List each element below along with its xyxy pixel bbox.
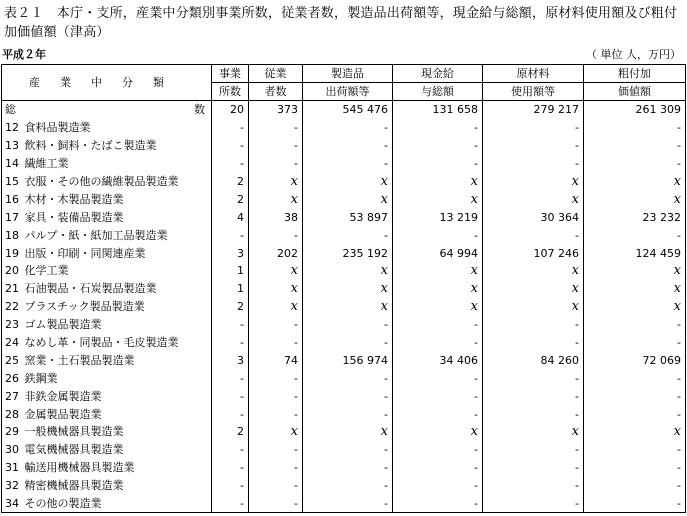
value-value-added: x xyxy=(584,423,686,441)
value-employees: - xyxy=(249,495,303,513)
value-employees: - xyxy=(249,369,303,387)
value-wages: - xyxy=(393,334,483,352)
value-value-added: - xyxy=(584,477,686,495)
value-value-added: - xyxy=(584,459,686,477)
value-shipments: - xyxy=(303,477,393,495)
table-row xyxy=(2,226,686,244)
header-employees: 従業 xyxy=(249,65,303,83)
value-establishments: - xyxy=(212,477,249,495)
industry-cell xyxy=(2,405,212,423)
value-shipments: - xyxy=(303,119,393,137)
value-wages: x xyxy=(393,262,483,280)
total-row xyxy=(2,101,686,119)
industry-cell xyxy=(2,208,212,226)
industry-name: 精密機械器具製造業 xyxy=(24,479,124,493)
industry-code: 19 xyxy=(5,246,19,260)
industry-cell xyxy=(2,137,212,155)
value-value-added: - xyxy=(584,369,686,387)
value-value-added: x xyxy=(584,262,686,280)
statistics-table xyxy=(1,64,686,513)
industry-name: パルプ・紙・紙加工品製造業 xyxy=(24,228,168,242)
industry-name: 石油製品・石炭製品製造業 xyxy=(24,282,157,296)
industry-name: 衣服・その他の繊維製品製造業 xyxy=(24,175,179,188)
value-employees: x xyxy=(249,190,303,208)
value-establishments: - xyxy=(212,155,249,173)
industry-name: 非鉄金属製造業 xyxy=(24,389,102,403)
unit-note: （ 単位 人，万円） xyxy=(586,48,681,61)
table-row xyxy=(2,173,686,191)
value-wages: - xyxy=(393,387,483,405)
value-establishments: - xyxy=(212,119,249,137)
industry-code: 29 xyxy=(5,425,19,439)
industry-cell xyxy=(2,459,212,477)
industry-name: 食料品製造業 xyxy=(24,121,91,135)
table-title: 表２１ 本庁・支所，産業中分類別事業所数，従業者数，製造品出荷額等，現金給与総額，原材料使用額及び粗付加価値額（津高） xyxy=(4,6,678,40)
value-establishments: - xyxy=(212,441,249,459)
table-row xyxy=(2,119,686,137)
value-establishments: 2 xyxy=(212,423,249,441)
header-establishments-line2: 所数 xyxy=(212,83,249,101)
industry-code: 16 xyxy=(5,192,19,206)
value-materials: - xyxy=(483,459,584,477)
value-shipments: 156 974 xyxy=(303,351,393,369)
industry-code: 27 xyxy=(5,389,19,403)
value-wages: - xyxy=(393,119,483,137)
value-employees: - xyxy=(249,459,303,477)
header-value-added-line2: 価値額 xyxy=(584,83,686,101)
value-employees: 202 xyxy=(249,244,303,262)
table-row xyxy=(2,477,686,495)
value-materials: 84 260 xyxy=(483,351,584,369)
industry-cell xyxy=(2,387,212,405)
value-shipments: - xyxy=(303,495,393,513)
industry-name: 繊維工業 xyxy=(24,157,69,171)
value-materials: - xyxy=(483,495,584,513)
value-materials: - xyxy=(483,369,584,387)
value-shipments: - xyxy=(303,405,393,423)
value-wages: x xyxy=(393,280,483,298)
value-shipments: - xyxy=(303,137,393,155)
value-wages: - xyxy=(393,477,483,495)
value-employees: - xyxy=(249,119,303,137)
value-employees: - xyxy=(249,441,303,459)
value-employees: - xyxy=(249,334,303,352)
value-materials: x xyxy=(483,262,584,280)
table-body xyxy=(2,101,686,513)
value-value-added: - xyxy=(584,334,686,352)
industry-cell xyxy=(2,495,212,513)
industry-name: 家具・装備品製造業 xyxy=(24,210,124,224)
total-employees: 373 xyxy=(249,101,303,119)
value-materials: x xyxy=(483,298,584,316)
value-shipments: - xyxy=(303,334,393,352)
industry-name: その他の製造業 xyxy=(24,497,102,511)
table-row xyxy=(2,155,686,173)
value-value-added: - xyxy=(584,316,686,334)
value-value-added: 23 232 xyxy=(584,208,686,226)
value-shipments: - xyxy=(303,155,393,173)
value-employees: - xyxy=(249,387,303,405)
value-wages: - xyxy=(393,137,483,155)
value-wages: - xyxy=(393,155,483,173)
industry-code: 30 xyxy=(5,443,19,457)
total-label-char-1: 総 xyxy=(5,103,16,117)
value-value-added: x xyxy=(584,280,686,298)
value-establishments: 1 xyxy=(212,280,249,298)
value-value-added: - xyxy=(584,387,686,405)
table-row xyxy=(2,423,686,441)
industry-cell xyxy=(2,351,212,369)
industry-cell xyxy=(2,423,212,441)
industry-name: 化学工業 xyxy=(24,264,69,278)
industry-cell xyxy=(2,280,212,298)
industry-code: 13 xyxy=(5,139,19,153)
industry-cell xyxy=(2,155,212,173)
value-establishments: 4 xyxy=(212,208,249,226)
value-employees: - xyxy=(249,226,303,244)
value-materials: - xyxy=(483,334,584,352)
industry-code: 24 xyxy=(5,336,19,350)
header-materials-line2: 使用額等 xyxy=(483,83,584,101)
value-materials: - xyxy=(483,226,584,244)
table-row xyxy=(2,369,686,387)
value-shipments: x xyxy=(303,298,393,316)
value-shipments: x xyxy=(303,262,393,280)
header-materials: 原材料 xyxy=(483,65,584,83)
industry-code: 17 xyxy=(5,210,19,224)
value-materials: - xyxy=(483,119,584,137)
value-employees: x xyxy=(249,173,303,191)
table-row xyxy=(2,387,686,405)
value-employees: - xyxy=(249,405,303,423)
value-wages: x xyxy=(393,298,483,316)
value-establishments: 3 xyxy=(212,244,249,262)
industry-code: 14 xyxy=(5,157,19,171)
industry-name: プラスチック製品製造業 xyxy=(24,300,145,314)
value-shipments: x xyxy=(303,423,393,441)
value-materials: x xyxy=(483,280,584,298)
table-row xyxy=(2,298,686,316)
table-row xyxy=(2,459,686,477)
header-shipments: 製造品 xyxy=(303,65,393,83)
industry-code: 26 xyxy=(5,371,19,385)
value-value-added: - xyxy=(584,226,686,244)
value-employees: 74 xyxy=(249,351,303,369)
header-establishments: 事業 xyxy=(212,65,249,83)
value-value-added: 72 069 xyxy=(584,351,686,369)
value-employees: - xyxy=(249,316,303,334)
value-value-added: x xyxy=(584,298,686,316)
value-establishments: 2 xyxy=(212,298,249,316)
value-shipments: x xyxy=(303,173,393,191)
value-establishments: - xyxy=(212,137,249,155)
value-value-added: - xyxy=(584,155,686,173)
table-row xyxy=(2,244,686,262)
industry-cell xyxy=(2,119,212,137)
value-shipments: - xyxy=(303,369,393,387)
total-establishments: 20 xyxy=(212,101,249,119)
industry-cell xyxy=(2,298,212,316)
industry-cell xyxy=(2,262,212,280)
industry-code: 21 xyxy=(5,282,19,296)
value-establishments: - xyxy=(212,369,249,387)
industry-code: 12 xyxy=(5,121,19,135)
industry-cell xyxy=(2,334,212,352)
value-materials: - xyxy=(483,477,584,495)
industry-cell xyxy=(2,369,212,387)
industry-code: 22 xyxy=(5,300,19,314)
value-wages: 34 406 xyxy=(393,351,483,369)
table-row xyxy=(2,351,686,369)
value-establishments: - xyxy=(212,405,249,423)
value-employees: - xyxy=(249,155,303,173)
industry-code: 23 xyxy=(5,318,19,332)
industry-name: ゴム製品製造業 xyxy=(24,318,102,332)
value-materials: - xyxy=(483,441,584,459)
value-employees: x xyxy=(249,423,303,441)
value-materials: - xyxy=(483,155,584,173)
value-employees: - xyxy=(249,137,303,155)
table-row xyxy=(2,441,686,459)
industry-code: 32 xyxy=(5,479,19,493)
value-wages: x xyxy=(393,423,483,441)
value-materials: - xyxy=(483,137,584,155)
value-establishments: - xyxy=(212,495,249,513)
era-label: 平成２年 xyxy=(2,48,46,61)
industry-name: 飲料・飼料・たばこ製造業 xyxy=(24,139,157,153)
industry-name: 金属製品製造業 xyxy=(24,407,102,421)
table-row xyxy=(2,405,686,423)
value-value-added: - xyxy=(584,405,686,423)
value-value-added: - xyxy=(584,119,686,137)
industry-code: 15 xyxy=(5,175,19,188)
value-establishments: - xyxy=(212,316,249,334)
value-materials: 107 246 xyxy=(483,244,584,262)
value-shipments: - xyxy=(303,316,393,334)
header-value-added: 粗付加 xyxy=(584,65,686,83)
value-establishments: 3 xyxy=(212,351,249,369)
value-establishments: 1 xyxy=(212,262,249,280)
industry-name: なめし革・同製品・毛皮製造業 xyxy=(24,336,179,350)
industry-code: 34 xyxy=(5,497,19,511)
value-establishments: 2 xyxy=(212,173,249,191)
industry-cell xyxy=(2,226,212,244)
header-employees-line2: 者数 xyxy=(249,83,303,101)
industry-code: 31 xyxy=(5,461,19,475)
industry-code: 20 xyxy=(5,264,19,278)
table-row xyxy=(2,316,686,334)
value-wages: - xyxy=(393,495,483,513)
value-value-added: - xyxy=(584,137,686,155)
value-shipments: x xyxy=(303,190,393,208)
table-header xyxy=(2,65,686,101)
total-wages: 131 658 xyxy=(393,101,483,119)
value-establishments: 2 xyxy=(212,190,249,208)
value-shipments: 53 897 xyxy=(303,208,393,226)
value-employees: - xyxy=(249,477,303,495)
industry-name: 電気機械器具製造業 xyxy=(24,443,124,457)
value-shipments: 235 192 xyxy=(303,244,393,262)
total-label xyxy=(2,101,212,119)
value-employees: x xyxy=(249,262,303,280)
value-value-added: - xyxy=(584,441,686,459)
industry-name: 出版・印刷・同関連産業 xyxy=(24,246,146,260)
total-shipments: 545 476 xyxy=(303,101,393,119)
industry-cell xyxy=(2,190,212,208)
industry-cell xyxy=(2,316,212,334)
table-row xyxy=(2,137,686,155)
value-shipments: x xyxy=(303,280,393,298)
value-materials: x xyxy=(483,423,584,441)
value-shipments: - xyxy=(303,387,393,405)
value-materials: - xyxy=(483,316,584,334)
value-value-added: x xyxy=(584,190,686,208)
value-employees: 38 xyxy=(249,208,303,226)
value-employees: x xyxy=(249,280,303,298)
industry-code: 28 xyxy=(5,407,19,421)
header-wages-line2: 与総額 xyxy=(393,83,483,101)
total-label-char-2: 数 xyxy=(194,103,205,117)
value-materials: x xyxy=(483,190,584,208)
value-wages: - xyxy=(393,405,483,423)
value-wages: - xyxy=(393,316,483,334)
value-wages: - xyxy=(393,226,483,244)
industry-cell xyxy=(2,441,212,459)
table-row xyxy=(2,280,686,298)
value-wages: - xyxy=(393,459,483,477)
value-establishments: - xyxy=(212,334,249,352)
industry-name: 鉄鋼業 xyxy=(24,371,58,385)
table-row xyxy=(2,334,686,352)
value-establishments: - xyxy=(212,226,249,244)
table-row xyxy=(2,190,686,208)
table-row xyxy=(2,262,686,280)
value-materials: - xyxy=(483,405,584,423)
header-category: 産業中分類 xyxy=(2,65,212,101)
value-materials: x xyxy=(483,173,584,191)
total-materials: 279 217 xyxy=(483,101,584,119)
industry-cell xyxy=(2,244,212,262)
total-value-added: 261 309 xyxy=(584,101,686,119)
value-value-added: 124 459 xyxy=(584,244,686,262)
value-wages: x xyxy=(393,190,483,208)
industry-cell xyxy=(2,477,212,495)
value-wages: x xyxy=(393,173,483,191)
value-value-added: x xyxy=(584,173,686,191)
industry-code: 25 xyxy=(5,353,19,367)
industry-name: 木材・木製品製造業 xyxy=(24,192,124,206)
industry-name: 窯業・土石製品製造業 xyxy=(24,353,135,367)
header-shipments-line2: 出荷額等 xyxy=(303,83,393,101)
table-row xyxy=(2,495,686,513)
value-wages: 13 219 xyxy=(393,208,483,226)
value-wages: 64 994 xyxy=(393,244,483,262)
industry-cell xyxy=(2,173,212,191)
industry-name: 輸送用機械器具製造業 xyxy=(24,461,135,475)
value-materials: - xyxy=(483,387,584,405)
value-establishments: - xyxy=(212,459,249,477)
value-value-added: - xyxy=(584,495,686,513)
value-employees: x xyxy=(249,298,303,316)
industry-name: 一般機械器具製造業 xyxy=(24,425,124,439)
value-wages: - xyxy=(393,369,483,387)
value-shipments: - xyxy=(303,226,393,244)
industry-code: 18 xyxy=(5,228,19,242)
value-materials: 30 364 xyxy=(483,208,584,226)
header-wages: 現金給 xyxy=(393,65,483,83)
value-shipments: - xyxy=(303,459,393,477)
table-row xyxy=(2,208,686,226)
value-shipments: - xyxy=(303,441,393,459)
value-establishments: - xyxy=(212,387,249,405)
value-wages: - xyxy=(393,441,483,459)
